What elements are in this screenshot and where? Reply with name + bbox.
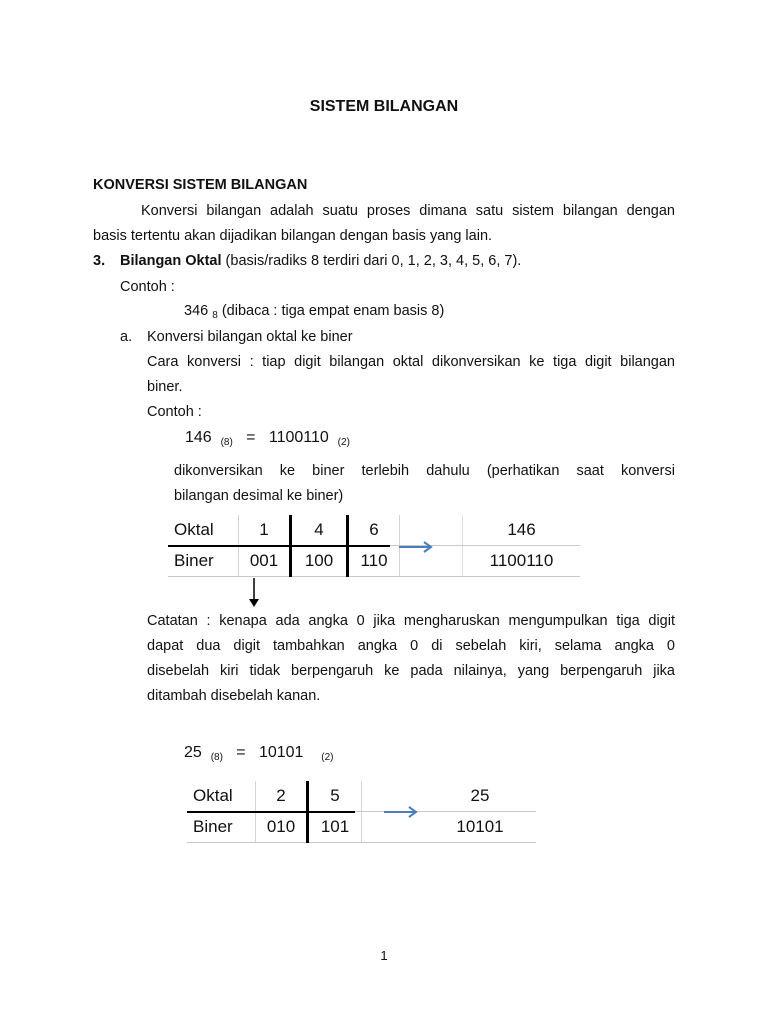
item-a-cara-line-1: Cara konversi : tiap digit bilangan oktal dikonversikan ke tiga digit bilangan [147, 354, 675, 370]
item-a [120, 325, 353, 350]
item-a-cara-line-2: biner. [147, 379, 183, 395]
item-a-letter: a. [120, 329, 133, 345]
table-1-divider [168, 545, 390, 547]
result-octal: 146 [463, 515, 581, 546]
binary-group: 001 [239, 546, 291, 577]
example-reading: (dibaca : tiga empat enam basis 8) [217, 303, 445, 319]
catatan-line-3: disebelah kiri tidak berpengaruh ke pada nilainya, yang berpengaruh jika [147, 663, 675, 679]
equation-1 [185, 429, 350, 447]
item-3-label: Bilangan Oktal [120, 253, 222, 269]
intro-line-2: basis tertentu akan dijadikan bilangan dengan basis yang lain. [93, 228, 493, 244]
example-number: 346 [184, 303, 209, 319]
page-title: SISTEM BILANGAN [309, 98, 459, 115]
equation-1-equals: = [246, 429, 256, 446]
octal-digit: 1 [239, 515, 291, 546]
equation-1-left: 146 [185, 429, 212, 446]
table-row-biner [187, 812, 536, 843]
item-a-label: Konversi bilangan oktal ke biner [147, 329, 353, 345]
octal-digit: 6 [348, 515, 400, 546]
item-3-example [184, 299, 444, 325]
table-2-divider [187, 811, 355, 813]
result-binary: 10101 [424, 812, 536, 843]
catatan-line-4: ditambah disebelah kanan. [147, 688, 321, 704]
table-row-biner [168, 546, 580, 577]
result-octal: 25 [424, 781, 536, 812]
equation-1-left-base: (8) [220, 437, 233, 448]
item-3-description: (basis/radiks 8 terdiri dari 0, 1, 2, 3, 4, 5, 6, 7). [221, 253, 522, 269]
row-label-oktal: Oktal [168, 515, 239, 546]
binary-group: 101 [308, 812, 362, 843]
octal-digit: 4 [291, 515, 348, 546]
intro-line-1: Konversi bilangan adalah suatu proses dimana satu sistem bilangan dengan [141, 203, 675, 219]
example-1-note-line-1: dikonversikan ke biner terlebih dahulu (perhatikan saat konversi [174, 463, 675, 479]
page-number: 1 [380, 948, 388, 963]
row-label-biner: Biner [187, 812, 256, 843]
equation-2-equals: = [236, 744, 246, 761]
equation-2-right: 10101 [258, 744, 304, 761]
binary-group: 110 [348, 546, 400, 577]
equation-2-left-base: (8) [210, 752, 223, 763]
table-row-oktal [168, 515, 580, 546]
equation-1-right: 1100110 [268, 429, 329, 446]
result-binary: 1100110 [463, 546, 581, 577]
equation-2 [184, 744, 333, 762]
octal-digit: 2 [256, 781, 308, 812]
section-heading: KONVERSI SISTEM BILANGAN [93, 177, 308, 193]
arrow-down-icon [248, 578, 260, 608]
row-label-biner: Biner [168, 546, 239, 577]
item-3 [93, 249, 521, 274]
item-3-contoh: Contoh : [120, 279, 175, 295]
arrow-right-icon [383, 805, 419, 819]
row-label-oktal: Oktal [187, 781, 256, 812]
catatan-line-1: Catatan : kenapa ada angka 0 jika mengharuskan mengumpulkan tiga digit [147, 613, 675, 629]
equation-2-left: 25 [184, 744, 202, 761]
equation-1-right-base: (2) [337, 437, 350, 448]
item-3-number: 3. [93, 253, 106, 269]
arrow-right-icon [398, 540, 434, 554]
binary-group: 100 [291, 546, 348, 577]
table-row-oktal [187, 781, 536, 812]
example-1-note-line-2: bilangan desimal ke biner) [174, 488, 344, 504]
example-base: 8 [212, 310, 218, 321]
octal-digit: 5 [308, 781, 362, 812]
catatan-line-2: dapat dua digit tambahkan angka 0 di sebelah kiri, selama angka 0 [147, 638, 675, 654]
equation-2-right-base: (2) [321, 752, 334, 763]
binary-group: 010 [256, 812, 308, 843]
item-a-contoh: Contoh : [147, 404, 202, 420]
